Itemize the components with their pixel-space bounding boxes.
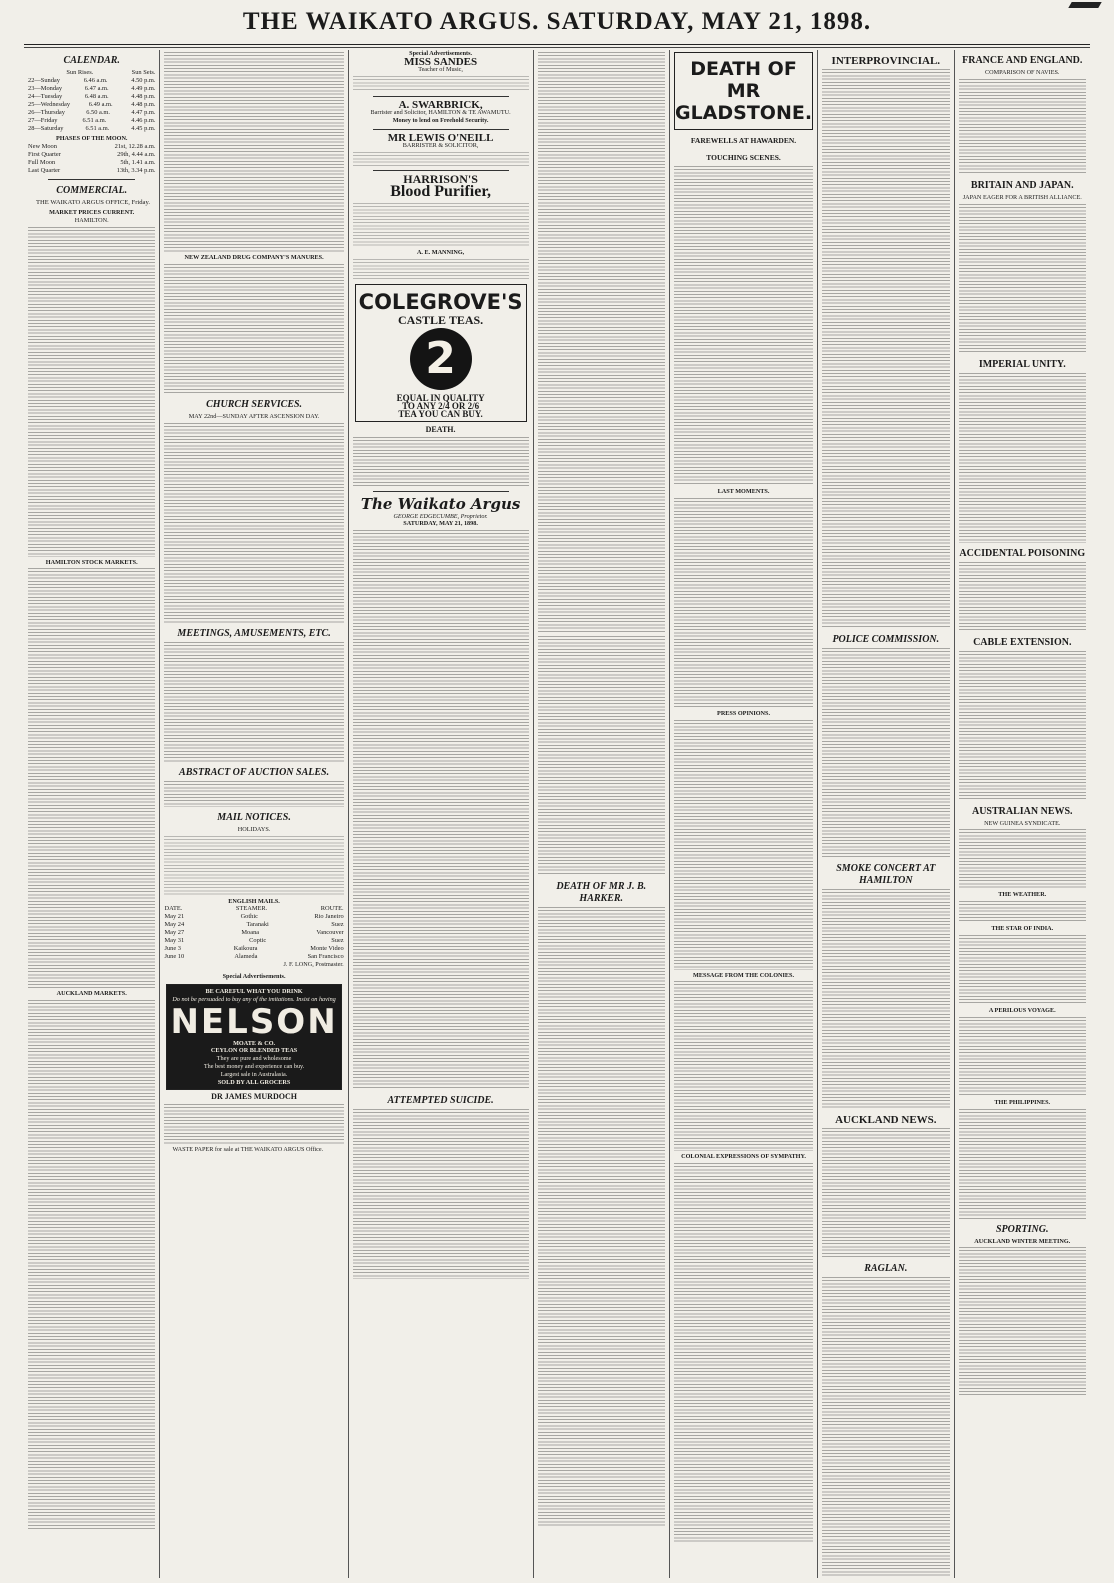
harker-heading: DEATH OF MR J. B. HARKER. <box>556 881 647 904</box>
nelson-co: MOATE & CO. <box>233 1039 276 1047</box>
manning-text-block <box>353 259 529 281</box>
auckland-markets-heading: AUCKLAND MARKETS. <box>56 990 127 998</box>
death-text-block <box>353 437 529 487</box>
nelson-line-2: The best money and experience can buy. <box>203 1062 305 1070</box>
nelson-name: NELSON <box>170 1001 338 1042</box>
calendar-row: 26—Thursday 6.50 a.m. 4.47 p.m. <box>28 109 156 116</box>
auckland-winter-heading: AUCKLAND WINTER MEETING. <box>974 1237 1071 1245</box>
postmaster: J. F. LONG, Postmaster. <box>283 961 344 969</box>
colegrove-buy: TEA YOU CAN BUY. <box>398 409 483 420</box>
calendar-row: 22—Sunday 6.46 a.m. 4.50 p.m. <box>28 77 156 84</box>
auction-heading: ABSTRACT OF AUCTION SALES. <box>179 766 330 778</box>
mail-row: June 3 Kaikoura Monte Video <box>164 945 344 953</box>
suicide-text-block <box>353 1109 529 1279</box>
sporting-heading: SPORTING. <box>996 1223 1049 1235</box>
proprietor: GEORGE EDGECUMBE, Proprietor. <box>393 512 488 520</box>
mail-row: May 21 Gothic Rio Janeiro <box>164 913 344 921</box>
nz-drug-heading: NEW ZEALAND DRUG COMPANY'S MANURES. <box>184 254 324 261</box>
harrison-text-block <box>353 203 529 247</box>
last-moments-text-block <box>674 498 813 708</box>
nelson-line-1: They are pure and wholesome <box>216 1055 292 1063</box>
mail-rows <box>164 913 343 961</box>
masthead-rule <box>24 44 1090 45</box>
swarbrick-name: A. SWARBRICK, <box>398 98 483 111</box>
sands-text-block <box>353 76 529 92</box>
meetings-text-block <box>164 642 343 762</box>
cattle-text-block <box>164 52 343 252</box>
moon-heading: PHASES OF THE MOON. <box>55 135 128 142</box>
perilous-heading: A PERILOUS VOYAGE. <box>988 1006 1056 1014</box>
message-colonies-heading: MESSAGE FROM THE COLONIES. <box>693 971 794 979</box>
last-moments-heading: LAST MOMENTS. <box>717 488 770 495</box>
market-heading: MARKET PRICES CURRENT. <box>49 209 135 216</box>
imperial-unity-heading: IMPERIAL UNITY. <box>978 358 1066 370</box>
comparison-heading: COMPARISON OF NAVIES. <box>985 69 1060 76</box>
mail-row: June 10 Alameda San Francisco <box>164 953 344 961</box>
smoke-text-block <box>822 889 949 1109</box>
column-3 <box>349 50 534 1578</box>
manning-name: A. E. MANNING, <box>416 248 465 256</box>
moon-row: Full Moon 5th, 1.41 a.m. <box>28 158 156 166</box>
interprovincial-text-block <box>822 69 949 629</box>
new-guinea-heading: NEW GUINEA SYNDICATE. <box>984 819 1061 827</box>
corner-ornament <box>1068 2 1101 8</box>
calendar-header-row: Sun Rises. Sun Sets. <box>66 69 156 76</box>
touching-heading: TOUCHING SCENES. <box>706 153 781 162</box>
masthead: THE WAIKATO ARGUS. SATURDAY, MAY 21, 1898. <box>242 8 872 35</box>
sporting-text-block <box>959 1247 1086 1397</box>
meetings-heading: MEETINGS, AMUSEMENTS, ETC. <box>177 627 331 639</box>
column-1 <box>24 50 160 1578</box>
calendar-row: 28—Saturday 6.51 a.m. 4.45 p.m. <box>28 125 156 132</box>
calendar-rows <box>28 77 155 133</box>
japan-text-block <box>959 204 1086 354</box>
colegrove-title: COLEGROVE'S <box>358 289 523 314</box>
navies-text-block <box>959 79 1086 175</box>
poisoning-text-block <box>959 562 1086 632</box>
weather-heading: THE WEATHER. <box>998 891 1047 899</box>
money-notice: Money to lend on Freehold Security. <box>392 116 489 124</box>
philippines-heading: THE PHILIPPINES. <box>994 1098 1051 1106</box>
harrison-product: Blood Purifier, <box>390 182 491 200</box>
nelson-sold: SOLD BY ALL GROCERS <box>217 1078 291 1086</box>
oneill-text-block <box>353 152 529 166</box>
sympathy-text-block <box>674 1163 813 1543</box>
accidental-poisoning-heading: ACCIDENTAL POISONING <box>959 547 1086 559</box>
colegrove-any: TO ANY 2/4 OR 2/6 <box>402 401 480 411</box>
church-subheading: MAY 22nd—SUNDAY AFTER ASCENSION DAY. <box>188 412 320 420</box>
mail-text-block <box>164 836 343 896</box>
australian-news-heading: AUSTRALIAN NEWS. <box>971 805 1073 817</box>
gladstone-heading-box <box>674 52 813 130</box>
gladstone-heading: DEATH OF MR GLADSTONE. <box>674 58 813 124</box>
calendar-heading: CALENDAR. <box>63 55 120 66</box>
col4-lower-text-block <box>538 636 665 876</box>
smoke-concert-heading: SMOKE CONCERT AT HAMILTON <box>836 863 936 886</box>
oneill-name: MR LEWIS O'NEILL <box>387 131 494 144</box>
perilous-text-block <box>959 1017 1086 1097</box>
waste-paper-notice: WASTE PAPER for sale at THE WAIKATO ARGUS Office. <box>172 1145 324 1153</box>
manures-text-block <box>164 264 343 394</box>
guinea-text-block <box>959 829 1086 889</box>
church-text-block <box>164 423 343 623</box>
mail-row: May 24 Taranaki Suez <box>164 921 344 929</box>
murdoch-text-block <box>164 1104 343 1144</box>
nelson-tea-advert <box>166 984 341 1090</box>
paper-name: The Waikato Argus <box>360 494 521 513</box>
church-heading: CHURCH SERVICES. <box>206 398 303 410</box>
column-6 <box>818 50 954 1578</box>
sands-name: MISS SANDES <box>404 55 478 68</box>
police-heading: POLICE COMMISSION. <box>832 634 940 645</box>
calendar-row: 25—Wednesday 6.49 a.m. 4.48 p.m. <box>28 101 156 108</box>
harrison-title: HARRISON'S <box>403 171 478 186</box>
nelson-tea: CEYLON OR BLENDED TEAS <box>210 1047 298 1055</box>
imperial-text-block <box>959 373 1086 543</box>
farewells-heading: FAREWELLS AT HAWARDEN. <box>690 136 797 145</box>
auckland-news-heading: AUCKLAND NEWS. <box>835 1114 937 1126</box>
oneill-role: BARRISTER & SOLICITOR, <box>402 141 479 149</box>
calendar-row: 27—Friday 6.51 a.m. 4.46 p.m. <box>28 117 156 124</box>
france-england-heading: FRANCE AND ENGLAND. <box>962 55 1083 66</box>
column-5 <box>670 50 818 1578</box>
mail-heading: MAIL NOTICES. <box>217 811 291 823</box>
nelson-warning: Do not be persuaded to buy any of the imitations. Insist on having <box>172 995 336 1003</box>
col4-top-text-block <box>538 52 665 312</box>
cable-text-block <box>959 651 1086 801</box>
colonies-text-block <box>674 981 813 1151</box>
press-opinions-heading: PRESS OPINIONS. <box>717 709 770 717</box>
police-text-block <box>822 648 949 858</box>
mail-header-row: DATE. STEAMER. ROUTE. <box>164 905 344 913</box>
market-text-block <box>28 227 155 557</box>
sands-role: Teacher of Music, <box>418 66 463 73</box>
raglan-heading: RAGLAN. <box>864 1263 908 1274</box>
swarbrick-role: Barrister and Solicitor, HAMILTON & TE AWAMUTU. <box>370 109 511 116</box>
holidays-label: HOLIDAYS. <box>237 825 271 833</box>
col4-mid-text-block <box>538 314 665 634</box>
attempted-suicide-heading: ATTEMPTED SUICIDE. <box>387 1095 494 1107</box>
press-text-block <box>674 720 813 970</box>
interprovincial-heading: INTERPROVINCIAL. <box>831 55 941 67</box>
special-ads-heading-2: Special Advertisements. <box>409 50 473 57</box>
auction-text-block <box>164 781 343 807</box>
harker-text-block <box>538 907 665 1527</box>
commercial-heading: COMMERCIAL. <box>56 184 128 196</box>
moon-row: First Quarter 29th, 4.44 a.m. <box>28 150 156 158</box>
auckland-news-text-block <box>822 1128 949 1258</box>
colegrove-circle: 2 <box>410 328 472 390</box>
mail-row: May 31 Coptic Suez <box>164 937 344 945</box>
mail-row: May 27 Moana Vancouver <box>164 929 344 937</box>
japan-eager-heading: JAPAN EAGER FOR A BRITISH ALLIANCE. <box>962 193 1082 201</box>
britain-japan-heading: BRITAIN AND JAPAN. <box>970 179 1074 191</box>
column-4 <box>534 50 670 1578</box>
murdoch-name: DR JAMES MURDOCH <box>211 1092 297 1102</box>
cable-extension-heading: CABLE EXTENSION. <box>973 636 1072 648</box>
english-mails-label: ENGLISH MAILS. <box>228 897 280 905</box>
commercial-lead: THE WAIKATO ARGUS OFFICE, Friday. <box>36 198 150 206</box>
death-heading: DEATH. <box>425 425 456 435</box>
star-text-block <box>959 935 1086 1005</box>
auckland-text-block <box>28 1000 155 1530</box>
colonial-expressions-heading: COLONIAL EXPRESSIONS OF SYMPATHY. <box>681 1153 806 1161</box>
stock-heading: HAMILTON STOCK MARKETS. <box>45 558 138 566</box>
column-7 <box>955 50 1090 1578</box>
editorial-text-block <box>353 530 529 1090</box>
colegrove-equal: EQUAL IN QUALITY <box>396 392 485 403</box>
colegrove-advert <box>355 284 527 423</box>
moon-rows <box>28 143 155 175</box>
star-india-heading: THE STAR OF INDIA. <box>991 925 1054 933</box>
special-ads-heading: Special Advertisements. <box>222 973 286 981</box>
nelson-line-3: Largest sale in Australasia. <box>220 1070 288 1078</box>
gladstone-text-block <box>674 166 813 486</box>
issue-date: SATURDAY, MAY 21, 1898. <box>403 520 478 528</box>
masthead-rule-thin <box>24 47 1090 48</box>
moon-row: New Moon 21st, 12.28 a.m. <box>28 142 156 150</box>
column-grid <box>24 50 1090 1578</box>
nelson-top: BE CAREFUL WHAT YOU DRINK <box>205 987 303 995</box>
moon-row: Last Quarter 13th, 3.34 p.m. <box>28 166 156 174</box>
calendar-row: 23—Monday 6.47 a.m. 4.49 p.m. <box>28 85 156 92</box>
weather-text-block <box>959 901 1086 923</box>
raglan-text-block <box>822 1277 949 1577</box>
colegrove-sub: CASTLE TEAS. <box>398 312 484 327</box>
philippines-text-block <box>959 1109 1086 1219</box>
calendar-row: 24—Tuesday 6.48 a.m. 4.48 p.m. <box>28 93 156 100</box>
column-2 <box>160 50 348 1578</box>
hamilton-label: HAMILTON. <box>74 216 109 224</box>
stock-text-block <box>28 568 155 988</box>
